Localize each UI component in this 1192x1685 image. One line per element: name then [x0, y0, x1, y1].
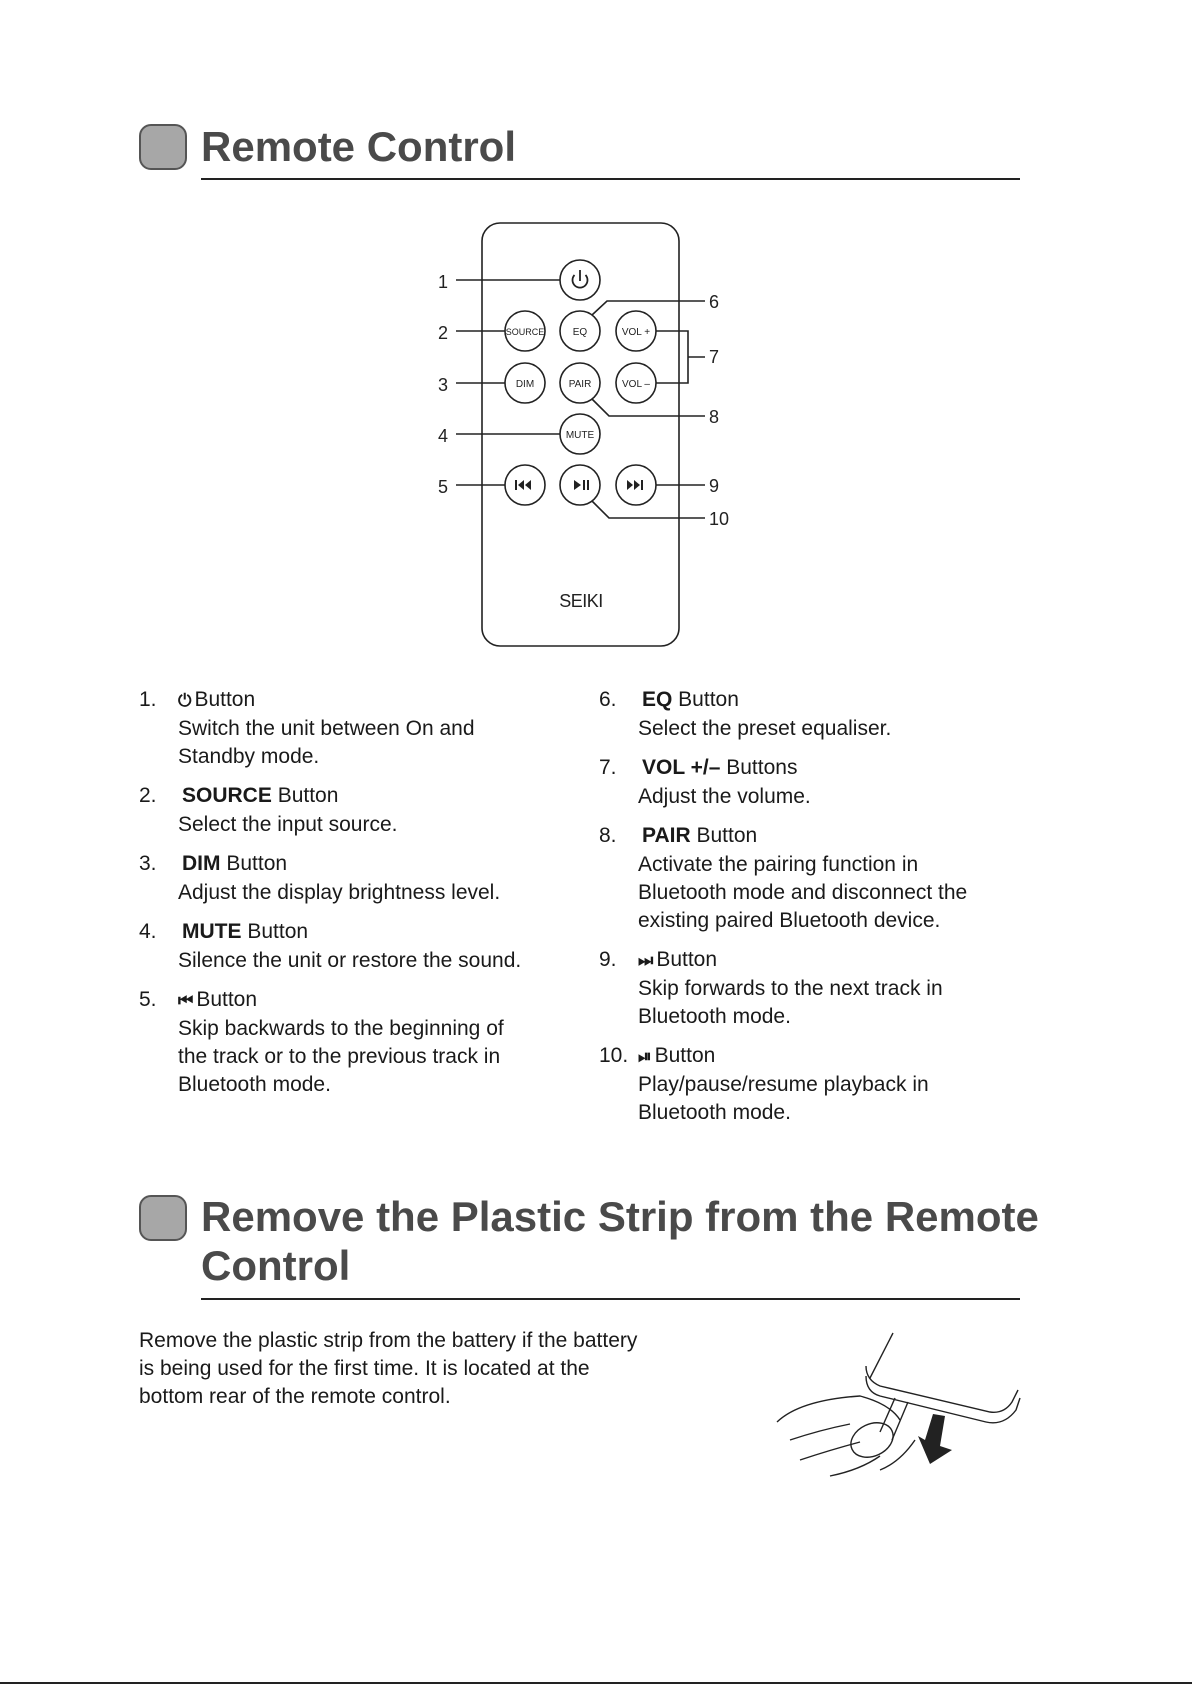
section-title: Remote Control — [201, 123, 516, 170]
callout-7: 7 — [709, 347, 720, 367]
callout-2: 2 — [438, 323, 449, 343]
list-item: 1. ⏻ Button Switch the unit between On and Standby mode. — [139, 688, 475, 768]
next-icon — [627, 480, 633, 490]
list-item: 7. VOL +/– Buttons Adjust the volume. — [599, 756, 811, 808]
vol-up-label: VOL + — [621, 327, 651, 338]
previous-track-icon: ⏮ — [178, 991, 193, 1010]
section-rule — [201, 1298, 1020, 1300]
section-title-line-1: Remove the Plastic Strip from the Remote — [201, 1193, 1039, 1240]
play-pause-icon — [574, 480, 581, 490]
list-item: 2. SOURCE Button Select the input source. — [139, 784, 398, 836]
play-pause-icon: ⏯ — [638, 1047, 651, 1066]
callout-10: 10 — [709, 509, 730, 529]
callout-9: 9 — [709, 476, 720, 496]
section-badge — [139, 124, 187, 170]
remote-control-diagram — [0, 210, 1192, 670]
section-badge — [139, 1195, 187, 1241]
list-item: 6. EQ Button Select the preset equaliser. — [599, 688, 892, 740]
mute-label: MUTE — [565, 430, 595, 441]
dim-label: DIM — [515, 379, 535, 390]
button-list-left — [139, 686, 579, 1110]
next-track-icon: ⏭ — [638, 951, 653, 970]
footer-rule — [0, 1682, 1192, 1684]
callout-line-10 — [592, 501, 705, 518]
source-label: SOURCE — [505, 327, 545, 337]
callout-6: 6 — [709, 292, 720, 312]
callout-line-6 — [592, 301, 705, 315]
prev-icon — [515, 480, 517, 490]
list-item: 10. ⏯ Button Play/pause/resume playback in Bluetooth mode. — [599, 1044, 929, 1124]
power-icon: ⏻ — [178, 691, 191, 710]
plastic-strip-paragraph: Remove the plastic strip from the battery if the battery is being used for the first time. It is located at the bottom rear of the remote control. — [139, 1329, 638, 1408]
section-rule — [201, 178, 1020, 180]
callout-5: 5 — [438, 477, 449, 497]
list-item: 5. ⏮ Button Skip backwards to the beginning of the track or to the previous track in Bluetooth mode. — [139, 988, 504, 1096]
list-item: 4. MUTE Button Silence the unit or restore the sound. — [139, 920, 522, 972]
list-item: 9. ⏭ Button Skip forwards to the next track in Bluetooth mode. — [599, 948, 943, 1028]
vol-down-label: VOL – — [622, 379, 650, 390]
list-item: 8. PAIR Button Activate the pairing function in Bluetooth mode and disconnect the existing paired Bluetooth device. — [599, 824, 968, 932]
pair-label: PAIR — [568, 379, 592, 390]
callout-1: 1 — [438, 272, 449, 292]
button-list-right — [599, 686, 1039, 1138]
remote-brand: SEIKI — [559, 591, 603, 611]
section-title-line-2: Control — [201, 1242, 351, 1289]
plastic-strip-illustration — [770, 1328, 1030, 1488]
list-item: 3. DIM Button Adjust the display brightness level. — [139, 852, 501, 904]
callout-4: 4 — [438, 426, 449, 446]
callout-line-7 — [656, 331, 688, 383]
callout-line-8 — [592, 399, 705, 416]
callout-8: 8 — [709, 407, 720, 427]
callout-3: 3 — [438, 375, 449, 395]
eq-label: EQ — [572, 327, 588, 338]
pull-arrow-icon — [918, 1414, 952, 1464]
